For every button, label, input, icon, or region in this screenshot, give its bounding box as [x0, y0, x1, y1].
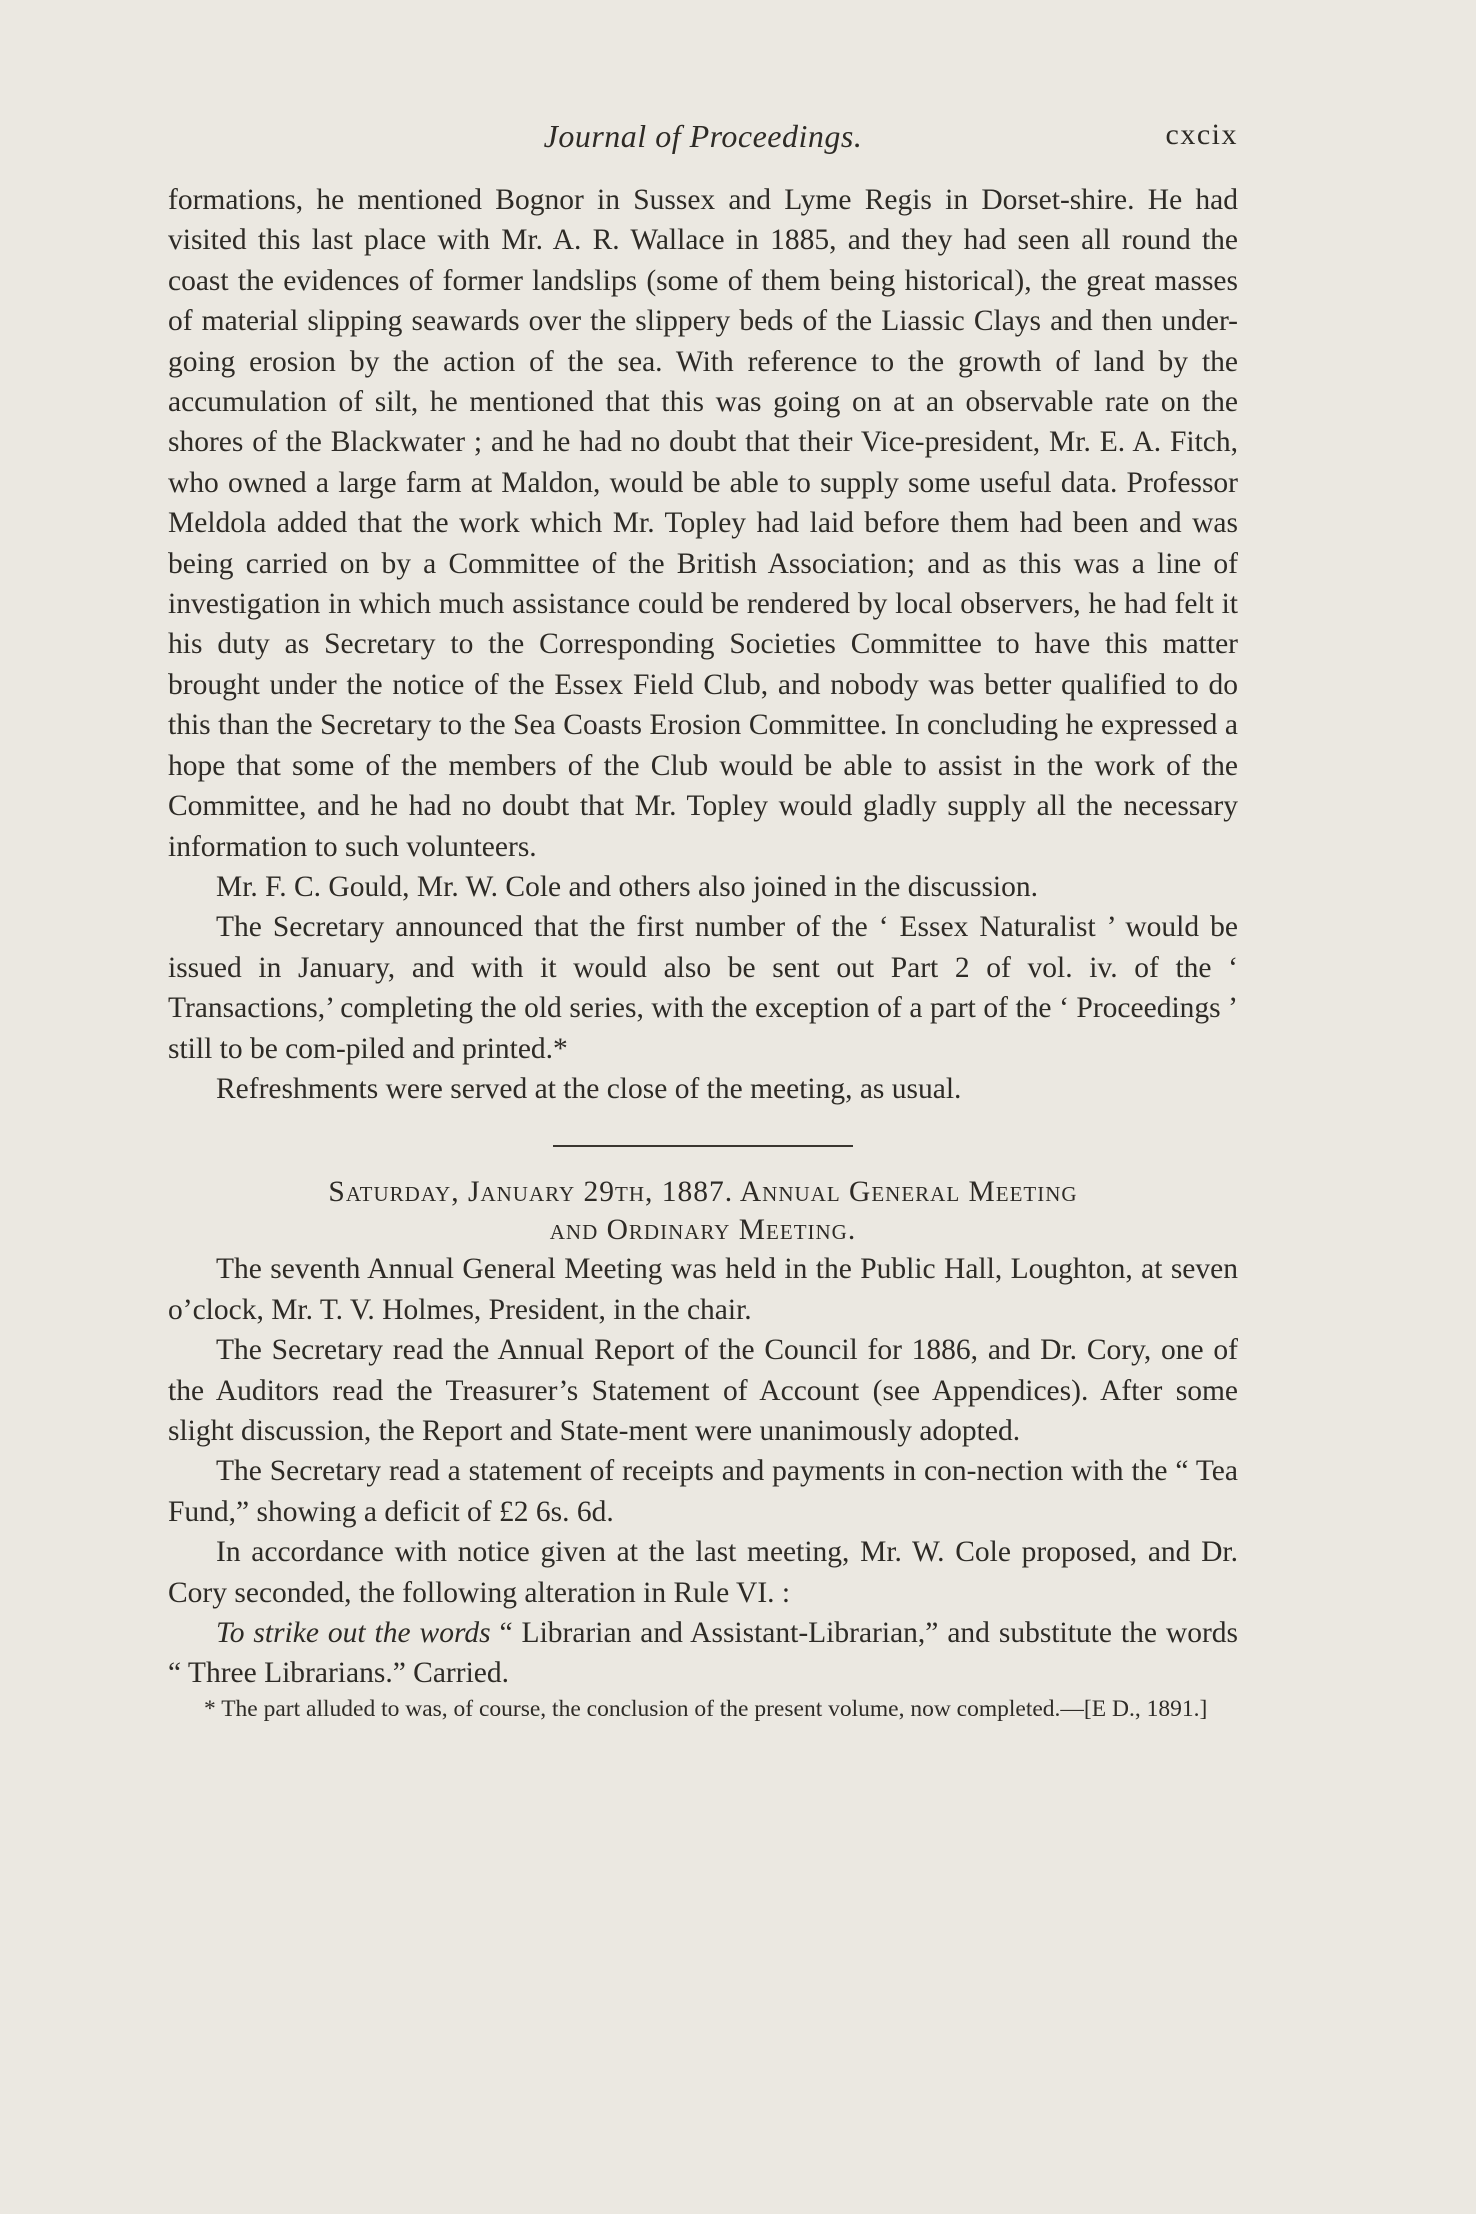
running-title: Journal of Proceedings. [543, 118, 863, 154]
paragraph-annual-report: The Secretary read the Annual Report of the Council for 1886, and Dr. Cory, one of the Auditors read the Treasurer’s Statement of Account (see Appendices). After some slight discussion, the Report and State-ment were unanimously adopted. [168, 1334, 1238, 1447]
section-divider [553, 1145, 853, 1147]
resolution-italic-text: To strike out the words [216, 1617, 491, 1649]
paragraph-resolution [168, 1613, 1238, 1694]
paragraph-tea-fund: The Secretary read a statement of receipts and payments in con-nection with the “ Tea Fund,” showing a deficit of £2 6s. 6d. [168, 1455, 1238, 1528]
page-number: cxcix [1165, 118, 1238, 151]
page-body [168, 180, 1238, 1725]
paragraph-continued: formations, he mentioned Bognor in Sussex and Lyme Regis in Dorset-shire. He had visited this last place with Mr. A. R. Wallace in 1885, and they had seen all round the coast the evidences of former landslips (some of them being historical), the great masses of material slipping seawards over the slippery beds of the Liassic Clays and then under-going erosion by the action of the sea. With reference to the growth of land by the accumulation of silt, he mentioned that this was going on at an observable rate on the shores of the Blackwater ; and he had no doubt that their Vice-president, Mr. E. A. Fitch, who owned a large farm at Maldon, would be able to supply some useful data. Professor Meldola added that the work which Mr. Topley had laid before them had been and was being carried on by a Committee of the British Association; and as this was a line of investigation in which much assistance could be rendered by local observers, he had felt it his duty as Secretary to the Corresponding Societies Committee to have this matter brought under the notice of the Essex Field Club, and nobody was better qualified to do this than the Secretary to the Sea Coasts Erosion Committee. In concluding he expressed a hope that some of the members of the Club would be able to assist in the work of the Committee, and he had no doubt that Mr. Topley would gladly supply all the necessary information to such volunteers. [168, 184, 1238, 863]
paragraph-refreshments: Refreshments were served at the close of the meeting, as usual. [216, 1072, 962, 1105]
resolution-text: “ Librarian and Assistant-Librarian,” and substitute the words “ Three Librarians.” Carried. [168, 1617, 1238, 1690]
paragraph-announcement: The Secretary announced that the first number of the ‘ Essex Naturalist ’ would be issued in January, and with it would also be sent out Part 2 of vol. iv. of the ‘ Transactions,’ completing the old series, with the exception of a part of the ‘ Proceedings ’ still to be com-piled and printed.* [168, 911, 1238, 1065]
running-header [168, 118, 1238, 168]
paragraph-discussion: Mr. F. C. Gould, Mr. W. Cole and others also joined in the discussion. [216, 870, 1038, 903]
section-heading-line-1: Saturday, January 29th, 1887. Annual General Meeting [328, 1176, 1078, 1209]
paragraph-rule-alteration: In accordance with notice given at the last meeting, Mr. W. Cole proposed, and Dr. Cory seconded, the following alteration in Rule VI. : [168, 1536, 1238, 1609]
paragraph-annual-meeting: The seventh Annual General Meeting was held in the Public Hall, Loughton, at seven o’clock, Mr. T. V. Holmes, President, in the chair. [168, 1253, 1238, 1326]
footnote: * The part alluded to was, of course, the conclusion of the present volume, now completed.—[E D., 1891.] [204, 1695, 1208, 1722]
section-heading-line-2: and Ordinary Meeting. [549, 1214, 857, 1247]
